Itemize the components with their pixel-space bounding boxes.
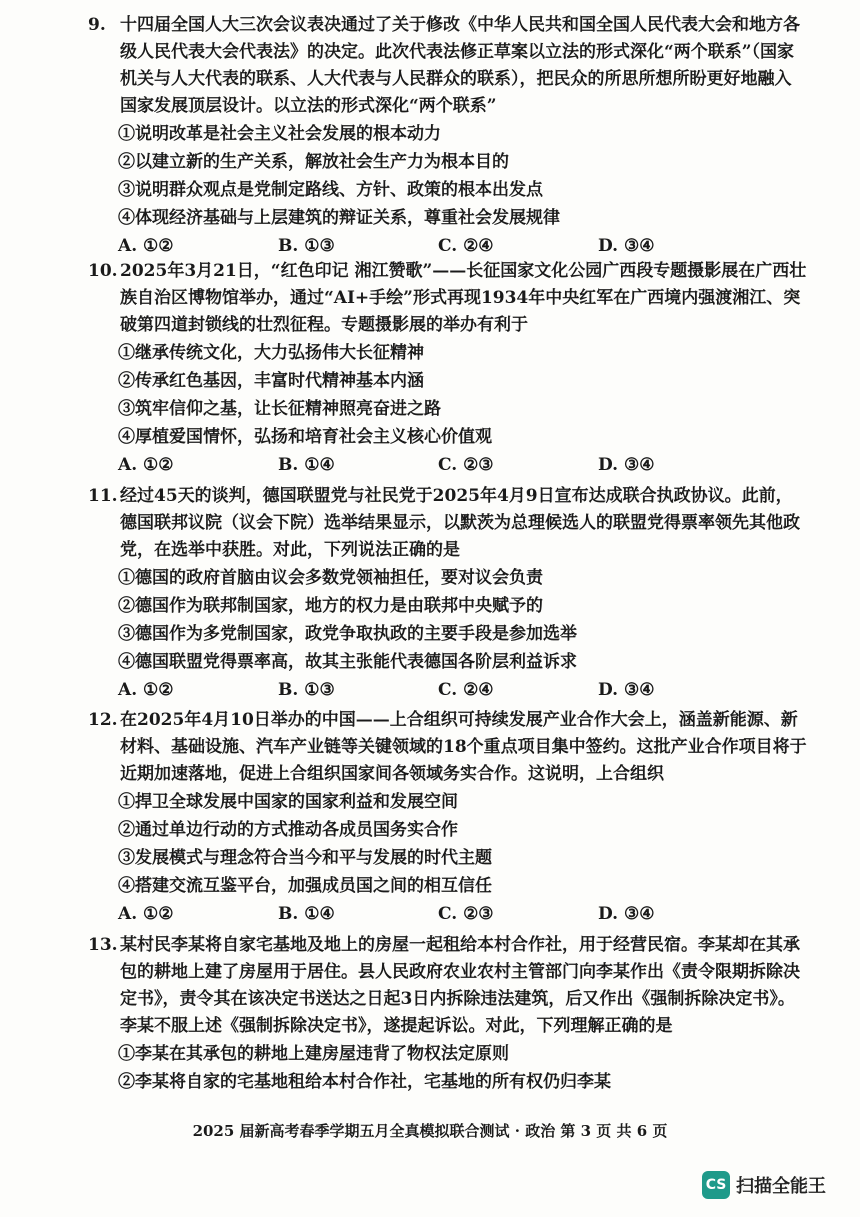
choice-b: B. ①④ bbox=[278, 455, 335, 475]
question-13 bbox=[88, 932, 808, 1096]
answer-choices bbox=[88, 451, 808, 479]
option: ③筑牢信仰之基，让长征精神照亮奋进之路 bbox=[118, 399, 441, 419]
choice-d: D. ③④ bbox=[598, 236, 655, 256]
scanner-watermark bbox=[702, 1171, 826, 1199]
question-text: 在2025年4月10日举办的中国——上合组织可持续发展产业合作大会上，涵盖新能源、新材料、基础设施、汽车产业链等关键领域的18个重点项目集中签约。这批产业合作项目将于近期加速落地，促进上合组织国家间各领域务实合作。这说明，上合组织 bbox=[120, 710, 807, 784]
question-number: 13. bbox=[88, 935, 118, 955]
choice-c: C. ②③ bbox=[438, 455, 494, 475]
choice-a: A. ①② bbox=[118, 236, 174, 256]
question-text: 十四届全国人大三次会议表决通过了关于修改《中华人民共和国全国人民代表大会和地方各级人民代表大会代表法》的决定。此次代表法修正草案以立法的形式深化“两个联系”（国家机关与人大代表的联系、人大代表与人民群众的联系），把民众的所思所想所盼更好地融入国家发展顶层设计。以立法的形式深化“两个联系” bbox=[120, 15, 800, 116]
option: ②德国作为联邦制国家，地方的权力是由联邦中央赋予的 bbox=[118, 596, 543, 616]
option: ④厚植爱国情怀，弘扬和培育社会主义核心价值观 bbox=[118, 427, 492, 447]
question-number: 10. bbox=[88, 261, 118, 281]
option: ④体现经济基础与上层建筑的辩证关系，尊重社会发展规律 bbox=[118, 208, 560, 228]
option: ④德国联盟党得票率高，故其主张能代表德国各阶层利益诉求 bbox=[118, 652, 577, 672]
option: ③说明群众观点是党制定路线、方针、政策的根本出发点 bbox=[118, 180, 543, 200]
question-stem bbox=[88, 483, 808, 564]
answer-choices bbox=[88, 676, 808, 704]
page-footer: 2025 届新高考春季学期五月全真模拟联合测试 · 政治 第 3 页 共 6 页 bbox=[192, 1122, 668, 1140]
camscanner-logo-icon: CS bbox=[702, 1171, 730, 1199]
option: ③发展模式与理念符合当今和平与发展的时代主题 bbox=[118, 848, 492, 868]
option: ①说明改革是社会主义社会发展的根本动力 bbox=[118, 124, 441, 144]
choice-a: A. ①② bbox=[118, 680, 174, 700]
question-text: 某村民李某将自家宅基地及地上的房屋一起租给本村合作社，用于经营民宿。李某却在其承包的耕地上建了房屋用于居住。县人民政府农业农村主管部门向李某作出《责令限期拆除决定书》，责令其在该决定书送达之日起3日内拆除违法建筑，后又作出《强制拆除决定书》。李某不服上述《强制拆除决定书》，遂提起诉讼。对此，下列理解正确的是 bbox=[120, 935, 800, 1036]
option: ①德国的政府首脑由议会多数党领袖担任，要对议会负责 bbox=[118, 568, 543, 588]
option: ③德国作为多党制国家，政党争取执政的主要手段是参加选举 bbox=[118, 624, 577, 644]
option: ②以建立新的生产关系，解放社会生产力为根本目的 bbox=[118, 152, 509, 172]
option: ④搭建交流互鉴平台，加强成员国之间的相互信任 bbox=[118, 876, 492, 896]
choice-d: D. ③④ bbox=[598, 904, 655, 924]
choice-c: C. ②④ bbox=[438, 236, 494, 256]
question-stem bbox=[88, 932, 808, 1040]
question-10 bbox=[88, 258, 808, 479]
choice-c: C. ②④ bbox=[438, 680, 494, 700]
option: ①李某在其承包的耕地上建房屋违背了物权法定原则 bbox=[118, 1044, 509, 1064]
option: ②传承红色基因，丰富时代精神基本内涵 bbox=[118, 371, 424, 391]
question-11 bbox=[88, 483, 808, 704]
question-number: 12. bbox=[88, 710, 118, 730]
question-number: 9. bbox=[88, 15, 106, 35]
choice-a: A. ①② bbox=[118, 904, 174, 924]
option: ②通过单边行动的方式推动各成员国务实合作 bbox=[118, 820, 458, 840]
question-number: 11. bbox=[88, 486, 118, 506]
question-stem bbox=[88, 707, 808, 788]
choice-b: B. ①④ bbox=[278, 904, 335, 924]
question-stem bbox=[88, 258, 808, 339]
choice-d: D. ③④ bbox=[598, 455, 655, 475]
choice-c: C. ②③ bbox=[438, 904, 494, 924]
answer-choices bbox=[88, 232, 808, 260]
answer-choices bbox=[88, 900, 808, 928]
question-9 bbox=[88, 12, 808, 260]
option: ①继承传统文化，大力弘扬伟大长征精神 bbox=[118, 343, 424, 363]
option: ①捍卫全球发展中国家的国家利益和发展空间 bbox=[118, 792, 458, 812]
question-text: 经过45天的谈判，德国联盟党与社民党于2025年4月9日宣布达成联合执政协议。此前，德国联邦议院（议会下院）选举结果显示，以默茨为总理候选人的联盟党得票率领先其他政党，在选举中获胜。对此，下列说法正确的是 bbox=[120, 486, 800, 560]
option: ②李某将自家的宅基地租给本村合作社，宅基地的所有权仍归李某 bbox=[118, 1072, 611, 1092]
question-12 bbox=[88, 707, 808, 928]
choice-d: D. ③④ bbox=[598, 680, 655, 700]
choice-b: B. ①③ bbox=[278, 680, 335, 700]
watermark-text: 扫描全能王 bbox=[736, 1176, 826, 1197]
question-text: 2025年3月21日，“红色印记 湘江赞歌”——长征国家文化公园广西段专题摄影展在广西壮族自治区博物馆举办，通过“AI+手绘”形式再现1934年中央红军在广西境内强渡湘江、突破第四道封锁线的壮烈征程。专题摄影展的举办有利于 bbox=[120, 261, 807, 335]
question-stem bbox=[88, 12, 808, 120]
choice-b: B. ①③ bbox=[278, 236, 335, 256]
choice-a: A. ①② bbox=[118, 455, 174, 475]
